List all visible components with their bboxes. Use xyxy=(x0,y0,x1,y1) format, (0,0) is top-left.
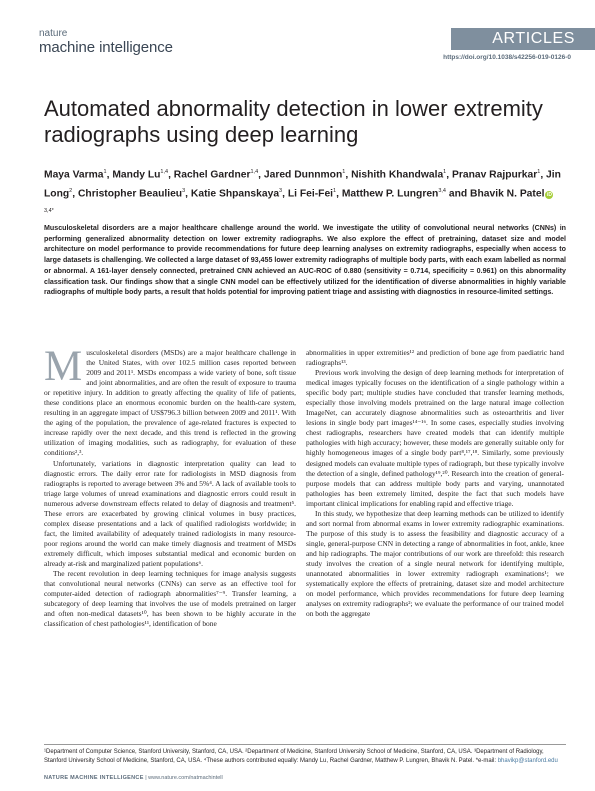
author-name[interactable]: Nishith Khandwala xyxy=(351,169,444,181)
author-affiliation-marker: 3 xyxy=(279,188,283,195)
journal-logo-line1: nature xyxy=(39,28,68,39)
author-separator: and xyxy=(446,188,471,200)
author-list xyxy=(44,164,564,222)
author-name[interactable]: Li Fei-Fei xyxy=(287,188,334,200)
author-affiliation-marker: 1 xyxy=(443,169,447,175)
author-affiliation-marker: 1 xyxy=(537,169,541,175)
body-paragraph: Previous work involving the design of deep learning methods for interpretation of medical images typically focuses on the identification of a single pathology within a specific body part; multiple studies have concluded that transfer learning methods, especially those involving models pretrained on the large natural image collection ImageNet, can accurately diagnose abnormalities such as osteoarthritis and liver lesions in single body part images¹⁴⁻¹⁶. In some cases, especially studies involving chest radiographs, researchers have created models that can identify multiple pathologies with high accuracy; however, these models are generally suitable only for highly homogeneous images of a single body part⁸,¹⁷,¹⁸. Similarly, some previously designed models can evaluate multiple types of radiograph, but these typically involve the detection of a single, defined pathology¹⁹,²⁰. Research into the creation of general-purpose models that can address multiple body parts and varying, unannotated pathologies has been extremely limited, despite the fact that such models have important clinical implications for enabling rapid and effective triage. xyxy=(306,368,564,508)
author-name[interactable]: Pranav Rajpurkar xyxy=(451,169,538,181)
section-tab-label: ARTICLES xyxy=(492,30,575,47)
author-name[interactable]: Christopher Beaulieu xyxy=(77,188,183,200)
author-separator: , xyxy=(106,169,113,181)
body-paragraph: Musculoskeletal disorders (MSDs) are a major healthcare challenge in the United States, with over 102.5 million cases reported between 2009 and 2011¹. MSDs encompass a wide variety of bone, soft tissue and joint abnormalities, and are often the result of exposure to trauma or repetitive injury. In addition to greatly affecting the quality of life of patients, these conditions place an enormous economic burden on the health-care system, resulting in an aggregate impact of US$796.3 billion between 2009 and 2011¹. With the aging of the population, the prevalence of age-related fractures is expected to increase rapidly over the next decade, and this trend is reflected in the growing utilization of imaging modalities, such as radiography, for evaluation of these conditions²,³. xyxy=(44,343,296,458)
author-affiliation-marker: 2 xyxy=(69,188,73,195)
author-separator: , xyxy=(336,188,342,200)
author-affiliation-marker: 1 xyxy=(342,169,346,175)
doi-link[interactable]: https://doi.org/10.1038/s42256-019-0126-0 xyxy=(443,54,571,61)
author-separator: , xyxy=(168,169,174,181)
author-affiliation-marker: 1 xyxy=(103,169,107,175)
author-name[interactable]: Matthew P. Lungren xyxy=(341,188,439,200)
orcid-icon[interactable]: iD xyxy=(546,191,552,198)
abstract: Musculoskeletal disorders are a major healthcare challenge around the world. We investigate the utility of convolutional neural networks (CNNs) in performing generalized abnormality detection on lower extremity radiographs. We also explore the effect of pretraining, dataset size and model architecture on model performance to provide recommendations for future deep learning analyses on extremity radiographs, especially when access to large datasets is challenging. We collected a large dataset of 93,455 lower extremity radiographs of multiple body parts, with each exam labelled as normal or abnormal. A 161-layer densely connected, pretrained CNN achieved an AUC-ROC of 0.880 (sensitivity = 0.714, specificity = 0.961) on this abnormality classification task. Our findings show that a single CNN model can be effectively utilized for the identification of diverse abnormalities in highly variable radiographs of multiple body parts, a result that holds potential for improving patient triage and assisting with diagnostics in resource-limited settings. xyxy=(44,224,566,297)
page-footer xyxy=(44,775,223,781)
section-tab xyxy=(451,28,595,50)
author-name[interactable]: Bhavik N. Patel xyxy=(470,188,545,200)
author-affiliation-marker: 1,4 xyxy=(250,169,259,175)
author-separator: , xyxy=(282,188,288,200)
author-name[interactable]: Katie Shpanskaya xyxy=(190,188,280,200)
author-separator: , xyxy=(540,169,547,181)
email-link[interactable]: bhavikp@stanford.edu xyxy=(497,757,558,764)
footnote-divider xyxy=(44,744,566,745)
author-separator: , xyxy=(345,169,352,181)
affiliations-text: ¹Department of Computer Science, Stanford University, Stanford, CA, USA. ²Department of Medicine, Stanford University School of Medicine, Stanford, CA, USA. ³Department of Radiology, Stanford University School of Medicine, Stanford, CA, USA. ⁴These authors contributed equally: Mandy Lu, Rachel Gardner, Matthew P. Lungren, Bhavik N. Patel. *e-mail: xyxy=(44,749,544,764)
author-separator: , xyxy=(258,169,264,181)
author-name[interactable]: Jared Dunnmon xyxy=(263,169,343,181)
author-affiliation-marker: 3 xyxy=(182,188,186,195)
body-paragraph: In this study, we hypothesize that deep learning methods can be utilized to identify and sort normal from abnormal exams in lower extremity radiographic examinations. The purpose of this study is to assess the feasibility and diagnostic accuracy of a single, general-purpose CNN in detecting a range of abnormalities in foot, ankle, knee and hip radiographs. The major contributions of our work are threefold: this research study involves the creation of a single neural network for identifying multiple, unannotated abnormalities in lower extremity radiograph examinations¹; we systematically explore the effects of pretraining, dataset size and model architecture on model performance, which provides recommendations for future deep learning analyses on extremity radiographs²; we evaluate the performance of our trained model on both the aggregate xyxy=(306,508,564,619)
author-affiliation-marker: 1,4 xyxy=(160,169,169,175)
author-separator: , xyxy=(446,169,452,181)
author-separator: , xyxy=(185,188,191,200)
author-affiliation-marker: 3,4* xyxy=(44,207,54,214)
author-name[interactable]: Jin Long xyxy=(44,169,561,200)
author-name[interactable]: Maya Varma xyxy=(44,169,104,181)
body-column-right xyxy=(306,348,564,619)
drop-cap: M xyxy=(44,343,83,390)
footer-journal-url[interactable]: | www.nature.com/natmachintell xyxy=(145,775,223,781)
author-separator: , xyxy=(72,188,78,200)
body-paragraph: Unfortunately, variations in diagnostic interpretation quality can lead to diagnostic errors. The daily error rate for radiologists in MSD diagnosis from radiographs is reported to average between 3% and 5%⁴. A lack of available tools to triage large volumes of unread examinations and diagnostic errors could result in numerous adverse downstream effects related to delay of diagnosis and treatment⁵. These errors are exacerbated by growing clinical volumes in busy practices, complex disease presentations and a lack of qualified radiologists worldwide; in fact, the limited availability of adequately trained radiologists in many resource-poor regions around the world can make timely diagnosis and treatment of MSDs extremely difficult, which imposes substantial medical and economic burden on already at-risk and marginalized patient populations⁶. xyxy=(44,458,296,568)
author-name[interactable]: Rachel Gardner xyxy=(173,169,251,181)
author-affiliation-marker: 1 xyxy=(333,188,337,195)
footer-journal-name: NATURE MACHINE INTELLIGENCE xyxy=(44,775,144,781)
journal-logo-line2: machine intelligence xyxy=(39,39,173,56)
body-paragraph: abnormalities in upper extremities¹² and prediction of bone age from paediatric hand radiographs¹³. xyxy=(306,348,564,368)
affiliations-footnote xyxy=(44,748,566,765)
body-column-left xyxy=(44,343,296,629)
article-title: Automated abnormality detection in lower extremity radiographs using deep learning xyxy=(44,96,543,147)
author-name[interactable]: Mandy Lu xyxy=(112,169,161,181)
author-affiliation-marker: 3,4 xyxy=(438,188,446,195)
body-paragraph: The recent revolution in deep learning techniques for image analysis suggests that convolutional neural networks (CNNs) can serve as an effective tool for computer-aided detection of radiograph abnormalities⁷⁻⁹. Transfer learning, a subcategory of deep learning that involves the use of models pretrained on larger and often non-medical datasets¹⁰, has been shown to be highly accurate in the classification of chest pathologies¹¹, identification of bone xyxy=(44,569,296,629)
journal-logo[interactable] xyxy=(39,29,173,55)
